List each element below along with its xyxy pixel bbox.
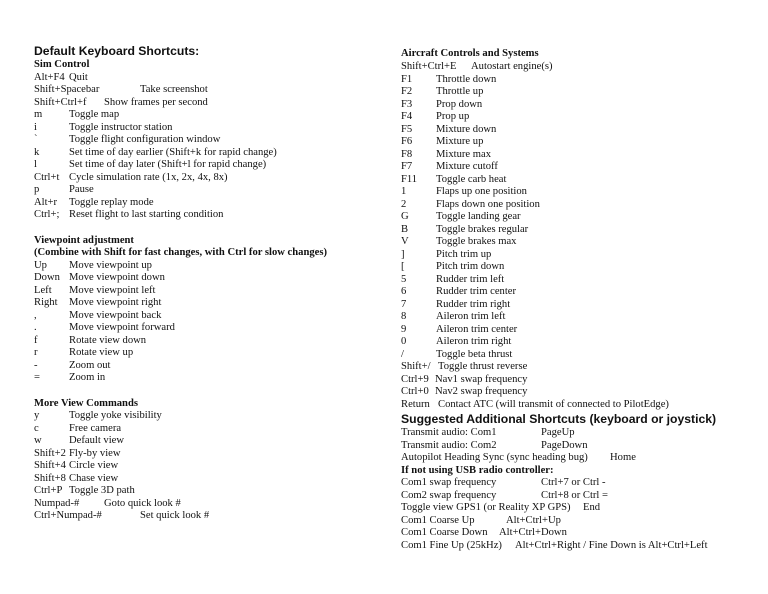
- shortcut-desc: Throttle down: [436, 73, 497, 85]
- shortcut-key: Numpad-#: [34, 497, 80, 509]
- shortcut-desc: Toggle instructor station: [69, 121, 173, 133]
- shortcut-key: Left: [34, 284, 52, 296]
- shortcut-desc: Quit: [69, 71, 88, 83]
- shortcut-key: 7: [401, 298, 407, 310]
- shortcut-row: [401, 274, 763, 287]
- shortcut-row: [401, 490, 763, 503]
- shortcut-key: /: [401, 348, 404, 360]
- shortcut-key: F2: [401, 86, 413, 97]
- shortcut-key: 8: [401, 311, 407, 322]
- shortcut-desc: Rotate view down: [69, 334, 147, 346]
- shortcut-row: [401, 349, 763, 362]
- shortcut-row: [34, 335, 386, 348]
- shortcut-key: 1: [401, 186, 407, 197]
- shortcut-row: [34, 97, 386, 110]
- shortcut-desc: Flaps down one position: [436, 198, 540, 210]
- shortcut-desc: Pitch trim down: [436, 261, 505, 272]
- shortcut-row: [401, 249, 763, 262]
- shortcut-key: ]: [401, 248, 405, 260]
- shortcut-row: [34, 510, 386, 523]
- shortcut-row: [34, 122, 386, 135]
- shortcut-key: r: [34, 347, 38, 358]
- shortcut-key: f: [34, 334, 38, 346]
- shortcut-desc: Show frames per second: [104, 96, 208, 108]
- shortcut-key: 2: [401, 198, 407, 210]
- shortcut-key: Alt+Ctrl+Up: [506, 514, 561, 526]
- shortcut-desc: Aileron trim left: [436, 311, 506, 322]
- shortcut-desc: Com1 Coarse Up: [401, 514, 475, 526]
- shortcut-desc: Toggle view GPS1 (or Reality XP GPS): [401, 502, 571, 513]
- shortcut-key: Shift+Ctrl+f: [34, 96, 87, 108]
- shortcut-row: [34, 347, 386, 360]
- more-view-heading: More View Commands: [34, 397, 138, 409]
- shortcut-key: [: [401, 261, 405, 272]
- shortcut-desc: Set time of day earlier (Shift+k for rapid change): [69, 146, 277, 158]
- shortcut-desc: Toggle replay mode: [69, 196, 154, 208]
- shortcut-row: [401, 527, 763, 540]
- shortcut-desc: Toggle landing gear: [436, 211, 521, 222]
- shortcut-row: [401, 61, 763, 74]
- shortcut-key: Alt+r: [34, 196, 58, 208]
- shortcut-desc: Chase view: [69, 472, 119, 484]
- shortcut-row: [34, 360, 386, 373]
- shortcut-key: 9: [401, 323, 407, 335]
- shortcut-key: Shift+/: [401, 361, 431, 372]
- shortcut-row: [401, 199, 763, 212]
- shortcut-desc: Toggle brakes max: [436, 236, 517, 247]
- page-title: Default Keyboard Shortcuts:: [34, 44, 200, 58]
- shortcut-row: [34, 310, 386, 323]
- shortcut-desc: Fly-by view: [69, 447, 121, 459]
- shortcut-key: F11: [401, 173, 418, 185]
- shortcut-row: [401, 477, 763, 490]
- shortcut-desc: Com1 swap frequency: [401, 477, 497, 488]
- shortcut-row: [401, 261, 763, 274]
- tight-list: [401, 361, 763, 411]
- shortcut-desc: Com1 Fine Up (25kHz): [401, 539, 502, 551]
- shortcut-row: [401, 540, 763, 553]
- shortcut-key: Shift+4: [34, 460, 66, 471]
- shortcut-row: [401, 502, 763, 515]
- shortcut-key: PageDown: [541, 439, 588, 451]
- shortcut-row: [401, 74, 763, 87]
- shortcut-desc: Rotate view up: [69, 347, 134, 358]
- shortcut-desc: Move viewpoint right: [69, 297, 162, 308]
- shortcut-key: G: [401, 211, 409, 222]
- shortcut-key: c: [34, 422, 39, 434]
- shortcut-row: [401, 211, 763, 224]
- shortcut-row: [34, 72, 386, 85]
- spacer: [34, 385, 386, 398]
- shortcut-row: [401, 311, 763, 324]
- shortcut-key: B: [401, 223, 409, 235]
- shortcut-key: m: [34, 109, 43, 120]
- shortcut-key: End: [583, 502, 601, 513]
- shortcut-desc: Toggle yoke visibility: [69, 410, 162, 421]
- shortcut-desc: Throttle up: [436, 86, 484, 97]
- shortcut-desc: Move viewpoint up: [69, 259, 152, 271]
- suggested-list: [401, 427, 763, 552]
- shortcut-desc: Move viewpoint down: [69, 272, 165, 283]
- shortcut-desc: Mixture down: [436, 123, 497, 135]
- viewpoint-heading: Viewpoint adjustment: [34, 234, 134, 246]
- shortcut-desc: Cycle simulation rate (1x, 2x, 4x, 8x): [69, 171, 228, 183]
- shortcut-desc: Default view: [69, 435, 125, 446]
- right-column: [401, 44, 763, 552]
- shortcut-key: Ctrl+t: [34, 171, 60, 183]
- shortcut-row: [34, 109, 386, 122]
- suggested-heading: Suggested Additional Shortcuts (keyboard or joystick): [401, 412, 717, 426]
- shortcut-desc: Toggle 3D path: [69, 485, 135, 496]
- shortcut-desc: Aileron trim center: [436, 323, 518, 335]
- shortcut-key: =: [34, 372, 40, 383]
- shortcut-row: [401, 186, 763, 199]
- shortcut-key: Alt+F4: [34, 71, 65, 83]
- shortcut-key: PageUp: [541, 427, 575, 438]
- shortcut-key: Ctrl+;: [34, 209, 60, 220]
- shortcut-desc: Toggle map: [69, 109, 120, 120]
- shortcut-desc: Set quick look #: [140, 510, 210, 521]
- shortcut-row: [401, 136, 763, 149]
- spacer: [34, 222, 386, 235]
- shortcut-row: [34, 184, 386, 197]
- shortcut-desc: Toggle beta thrust: [436, 348, 513, 360]
- shortcut-row: [401, 299, 763, 312]
- shortcut-desc: Rudder trim center: [436, 286, 517, 297]
- shortcut-desc: Zoom out: [69, 359, 111, 371]
- usb-radio-heading: If not using USB radio controller:: [401, 464, 554, 476]
- shortcut-row: [401, 161, 763, 174]
- shortcut-row: [34, 473, 386, 486]
- shortcut-row: [34, 134, 386, 147]
- shortcut-row: [401, 324, 763, 337]
- shortcut-row: [401, 286, 763, 299]
- more-view-list: [34, 410, 386, 523]
- shortcut-key: 0: [401, 336, 407, 347]
- shortcut-key: Home: [610, 452, 636, 463]
- shortcut-row: [34, 435, 386, 448]
- shortcut-key: Return: [401, 398, 430, 410]
- shortcut-desc: Transmit audio: Com2: [401, 439, 497, 451]
- shortcut-row: [401, 236, 763, 249]
- shortcut-row: [34, 147, 386, 160]
- shortcut-row: [401, 515, 763, 528]
- shortcut-row: [34, 285, 386, 298]
- sim-control-list: [34, 72, 386, 222]
- shortcut-row: [401, 399, 763, 412]
- sim-control-heading: Sim Control: [34, 59, 90, 70]
- shortcut-row: [401, 124, 763, 137]
- shortcut-desc: Move viewpoint forward: [69, 322, 175, 333]
- shortcut-desc: Flaps up one position: [436, 186, 527, 197]
- shortcut-key: y: [34, 410, 40, 421]
- shortcut-row: [401, 440, 763, 453]
- shortcut-desc: Goto quick look #: [104, 497, 181, 509]
- shortcut-key: Right: [34, 297, 58, 308]
- shortcut-row: [34, 84, 386, 97]
- shortcut-row: [34, 485, 386, 498]
- shortcut-key: F1: [401, 73, 413, 85]
- shortcut-key: p: [34, 184, 40, 195]
- shortcut-row: [34, 209, 386, 222]
- shortcut-row: [34, 272, 386, 285]
- shortcut-desc: Toggle flight configuration window: [69, 134, 221, 145]
- shortcut-desc: Toggle carb heat: [436, 173, 507, 185]
- shortcut-row: [401, 374, 763, 387]
- shortcut-key: Ctrl+Numpad-#: [34, 510, 102, 521]
- shortcut-row: [34, 423, 386, 436]
- shortcut-desc: Set time of day later (Shift+l for rapid change): [69, 159, 267, 170]
- shortcut-key: Ctrl+7 or Ctrl -: [541, 477, 606, 488]
- shortcut-desc: Com1 Coarse Down: [401, 527, 488, 538]
- shortcut-desc: Mixture max: [436, 148, 492, 160]
- shortcut-key: Down: [34, 272, 60, 283]
- shortcut-row: [34, 260, 386, 273]
- shortcut-key: Alt+Ctrl+Right / Fine Down is Alt+Ctrl+Left: [515, 539, 708, 551]
- shortcut-desc: Pause: [69, 184, 94, 195]
- shortcut-key: Shift+Spacebar: [34, 84, 100, 95]
- shortcut-row: [401, 386, 763, 399]
- shortcut-row: [401, 361, 763, 374]
- shortcut-desc: Prop down: [436, 98, 483, 110]
- shortcut-row: [401, 427, 763, 440]
- shortcut-row: [401, 452, 763, 465]
- left-column: [34, 44, 386, 523]
- shortcut-desc: Com2 swap frequency: [401, 489, 497, 501]
- viewpoint-subheading: (Combine with Shift for fast changes, with Ctrl for slow changes): [34, 247, 327, 258]
- shortcut-key: l: [34, 159, 37, 170]
- shortcut-row: [34, 322, 386, 335]
- shortcut-key: F8: [401, 148, 413, 160]
- viewpoint-list: [34, 260, 386, 385]
- shortcut-key: 5: [401, 273, 407, 285]
- shortcut-key: i: [34, 121, 37, 133]
- shortcut-desc: Zoom in: [69, 372, 106, 383]
- shortcut-key: Ctrl+P: [34, 485, 63, 496]
- shortcut-desc: Autostart engine(s): [471, 61, 553, 72]
- shortcut-row: [401, 336, 763, 349]
- shortcut-row: [34, 172, 386, 185]
- shortcut-key: -: [34, 359, 38, 371]
- shortcut-key: Ctrl+8 or Ctrl =: [541, 489, 608, 501]
- shortcut-key: Shift+Ctrl+E: [401, 61, 457, 72]
- shortcut-key: Up: [34, 259, 47, 271]
- shortcut-key: Ctrl+0: [401, 386, 429, 397]
- shortcut-key: ,: [34, 309, 37, 321]
- shortcut-key: w: [34, 435, 42, 446]
- shortcut-key: F4: [401, 111, 413, 122]
- shortcut-row: [401, 99, 763, 112]
- shortcut-desc: Reset flight to last starting condition: [69, 209, 224, 220]
- shortcut-row: [34, 159, 386, 172]
- shortcut-key: .: [34, 322, 37, 333]
- shortcut-desc: Mixture up: [436, 136, 484, 147]
- shortcut-row: [34, 372, 386, 385]
- shortcut-desc: Rudder trim right: [436, 298, 511, 310]
- shortcut-key: F5: [401, 123, 413, 135]
- shortcut-key: Alt+Ctrl+Down: [499, 527, 567, 538]
- shortcut-key: Shift+2: [34, 447, 66, 459]
- shortcut-row: [401, 86, 763, 99]
- shortcut-desc: Move viewpoint left: [69, 284, 156, 296]
- shortcut-key: `: [34, 134, 38, 145]
- shortcut-key: Shift+8: [34, 472, 66, 484]
- shortcut-desc: Rudder trim left: [436, 273, 505, 285]
- shortcut-desc: Pitch trim up: [436, 248, 492, 260]
- shortcut-row: [34, 297, 386, 310]
- shortcut-row: [34, 498, 386, 511]
- shortcut-desc: Contact ATC (will transmit of connected to PilotEdge): [438, 398, 669, 410]
- aircraft-controls-heading: Aircraft Controls and Systems: [401, 48, 539, 59]
- shortcut-desc: Mixture cutoff: [436, 161, 498, 172]
- shortcut-row: [401, 224, 763, 237]
- shortcut-key: F7: [401, 161, 413, 172]
- shortcut-key: F6: [401, 136, 413, 147]
- shortcut-row: [34, 460, 386, 473]
- shortcut-key: Ctrl+9: [401, 373, 429, 385]
- shortcut-row: [34, 448, 386, 461]
- shortcut-row: [401, 174, 763, 187]
- shortcut-desc: Autopilot Heading Sync (sync heading bug): [401, 452, 588, 463]
- shortcut-desc: Move viewpoint back: [69, 309, 162, 321]
- shortcut-row: [401, 111, 763, 124]
- shortcut-desc: Nav1 swap frequency: [435, 373, 528, 385]
- shortcut-desc: Circle view: [69, 460, 119, 471]
- aircraft-controls-list: [401, 74, 763, 362]
- shortcut-key: 6: [401, 286, 407, 297]
- shortcut-desc: Nav2 swap frequency: [435, 386, 528, 397]
- shortcut-desc: Transmit audio: Com1: [401, 427, 497, 438]
- shortcut-key: F3: [401, 98, 413, 110]
- shortcut-row: [401, 149, 763, 162]
- shortcut-key: k: [34, 146, 40, 158]
- shortcut-row: [34, 410, 386, 423]
- shortcut-desc: Free camera: [69, 422, 122, 434]
- shortcut-row: [34, 197, 386, 210]
- shortcut-desc: Aileron trim right: [436, 336, 512, 347]
- shortcut-key: V: [401, 236, 409, 247]
- shortcut-desc: Prop up: [436, 111, 470, 122]
- shortcut-desc: Toggle thrust reverse: [438, 361, 528, 372]
- shortcut-desc: Toggle brakes regular: [436, 223, 529, 235]
- shortcut-desc: Take screenshot: [140, 84, 208, 95]
